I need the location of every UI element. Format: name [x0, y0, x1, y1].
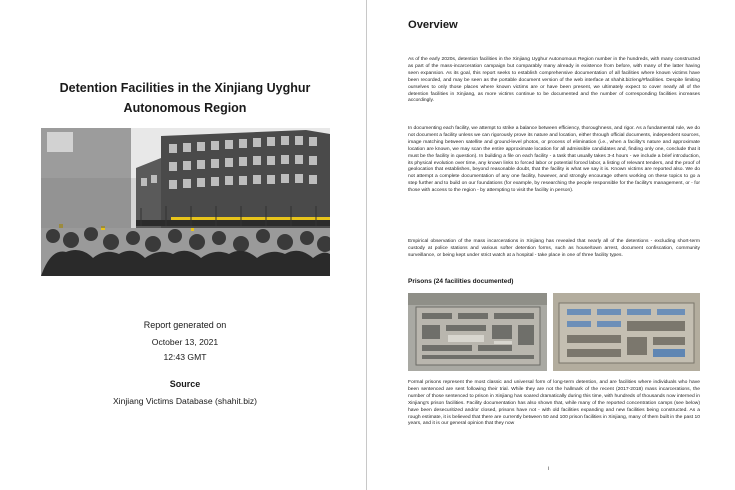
- detention-facility-illustration: [41, 128, 330, 276]
- report-title: [40, 78, 330, 118]
- overview-heading: Overview: [408, 19, 458, 31]
- source-value: Xinjiang Victims Database (shahit.biz): [112, 396, 258, 406]
- report-time: 12:43 GMT: [163, 352, 207, 362]
- prison-satellite-image-1: [408, 293, 547, 371]
- overview-paragraph-2: In documenting each facility, we attempt to strike a balance between efficiency, thoroughness, and rigor. As a fundamental rule, we do not document a facility unless we can rigorously prove its nature and location, either through official documents, independent sources, image matching between satellite and ground-level photos, or process of elimination (i.e., when a facility's nature and approximate location are known, we may scan the entire approximate location for all admissible candidates and, finding only one, conclude that it must be the facility in question). In building a file on each facility - a task that usually takes 3-4 hours - we include a brief introduction, its physical evolution over time, any known links to forced labor or potential forced labor, a listing of relevant tenders, and the proof of geolocation that establishes, beyond reasonable doubt, that the facility is what we say it is. Known victims are reported also. We do not attempt a complete documentation of any one facility, however, and strongly encourage others working on these topics to go a step further and to build on our foundations (for example, by researching the people responsible for the facility's management, or - for those with access to the region - by attempting to visit the facility in person).: [408, 126, 700, 194]
- cover-illustration: [41, 128, 330, 276]
- prisons-paragraph: Formal prisons represent the most classic and universal form of long-term detention, and are facilities where individuals who have been sentenced are sent following their trial. While they are not the hallmark of the recent (2017-2018) mass incarcerations, the number of those sentenced to prison in Xinjiang has soared dramatically during this time, with hundreds of thousands now interned in Xinjiang's prison facilities. Facility documentation has also shown that, while many of the reported concentration camps (see below) have been desecuritized and/or closed, prisons have not - with old facilities expanding and new facilities being constructed. As a rough estimate, it is believed that there are currently between 50 and 100 prison facilities in Xinjiang, many of them built in the past 10 years, and it is our general opinion that they now: [408, 380, 700, 427]
- cover-page: [0, 0, 367, 490]
- overview-paragraph-3: Empirical observation of the mass incarcerations in Xinjiang has revealed that nearly all of the detentions - excluding short-term custody at police stations and various softer detention forms, such as house/town arrest, document confiscation, community surveillance, or being kept under strict watch at a hospital - take place in one of three facility types.: [408, 239, 700, 258]
- source-heading: Source: [169, 379, 201, 389]
- overview-paragraph-1: As of the early 2020s, detention facilities in the Xinjiang Uyghur Autonomous Region number in the hundreds, with many constructed as part of the mass-incarceration campaign but comparably many already in existence from before, with many of the latter having seen expansion. As its goal, this report seeks to establish comprehensive documentation of all facilities where known victims have been recorded, and may be seen as the portable document version of the web interface at shahit.biz/eng/#facilities. Despite limiting ourselves to only those places where known victims are or have been present, we ultimately expect to cover nearly all of the detention facilities in Xinjiang, as more victims continue to be documented and the number of corresponding facilities increases accordingly.: [408, 57, 700, 104]
- prisons-heading: Prisons (24 facilities documented): [408, 278, 514, 285]
- page-number: i: [548, 466, 550, 472]
- report-title-line-1: Detention Facilities in the Xinjiang Uyghur: [59, 81, 311, 95]
- report-title-line-2: Autonomous Region: [123, 101, 247, 115]
- report-generated-label: Report generated on: [143, 320, 227, 330]
- prison-satellite-image-2: [553, 293, 700, 371]
- report-date: October 13, 2021: [151, 337, 219, 347]
